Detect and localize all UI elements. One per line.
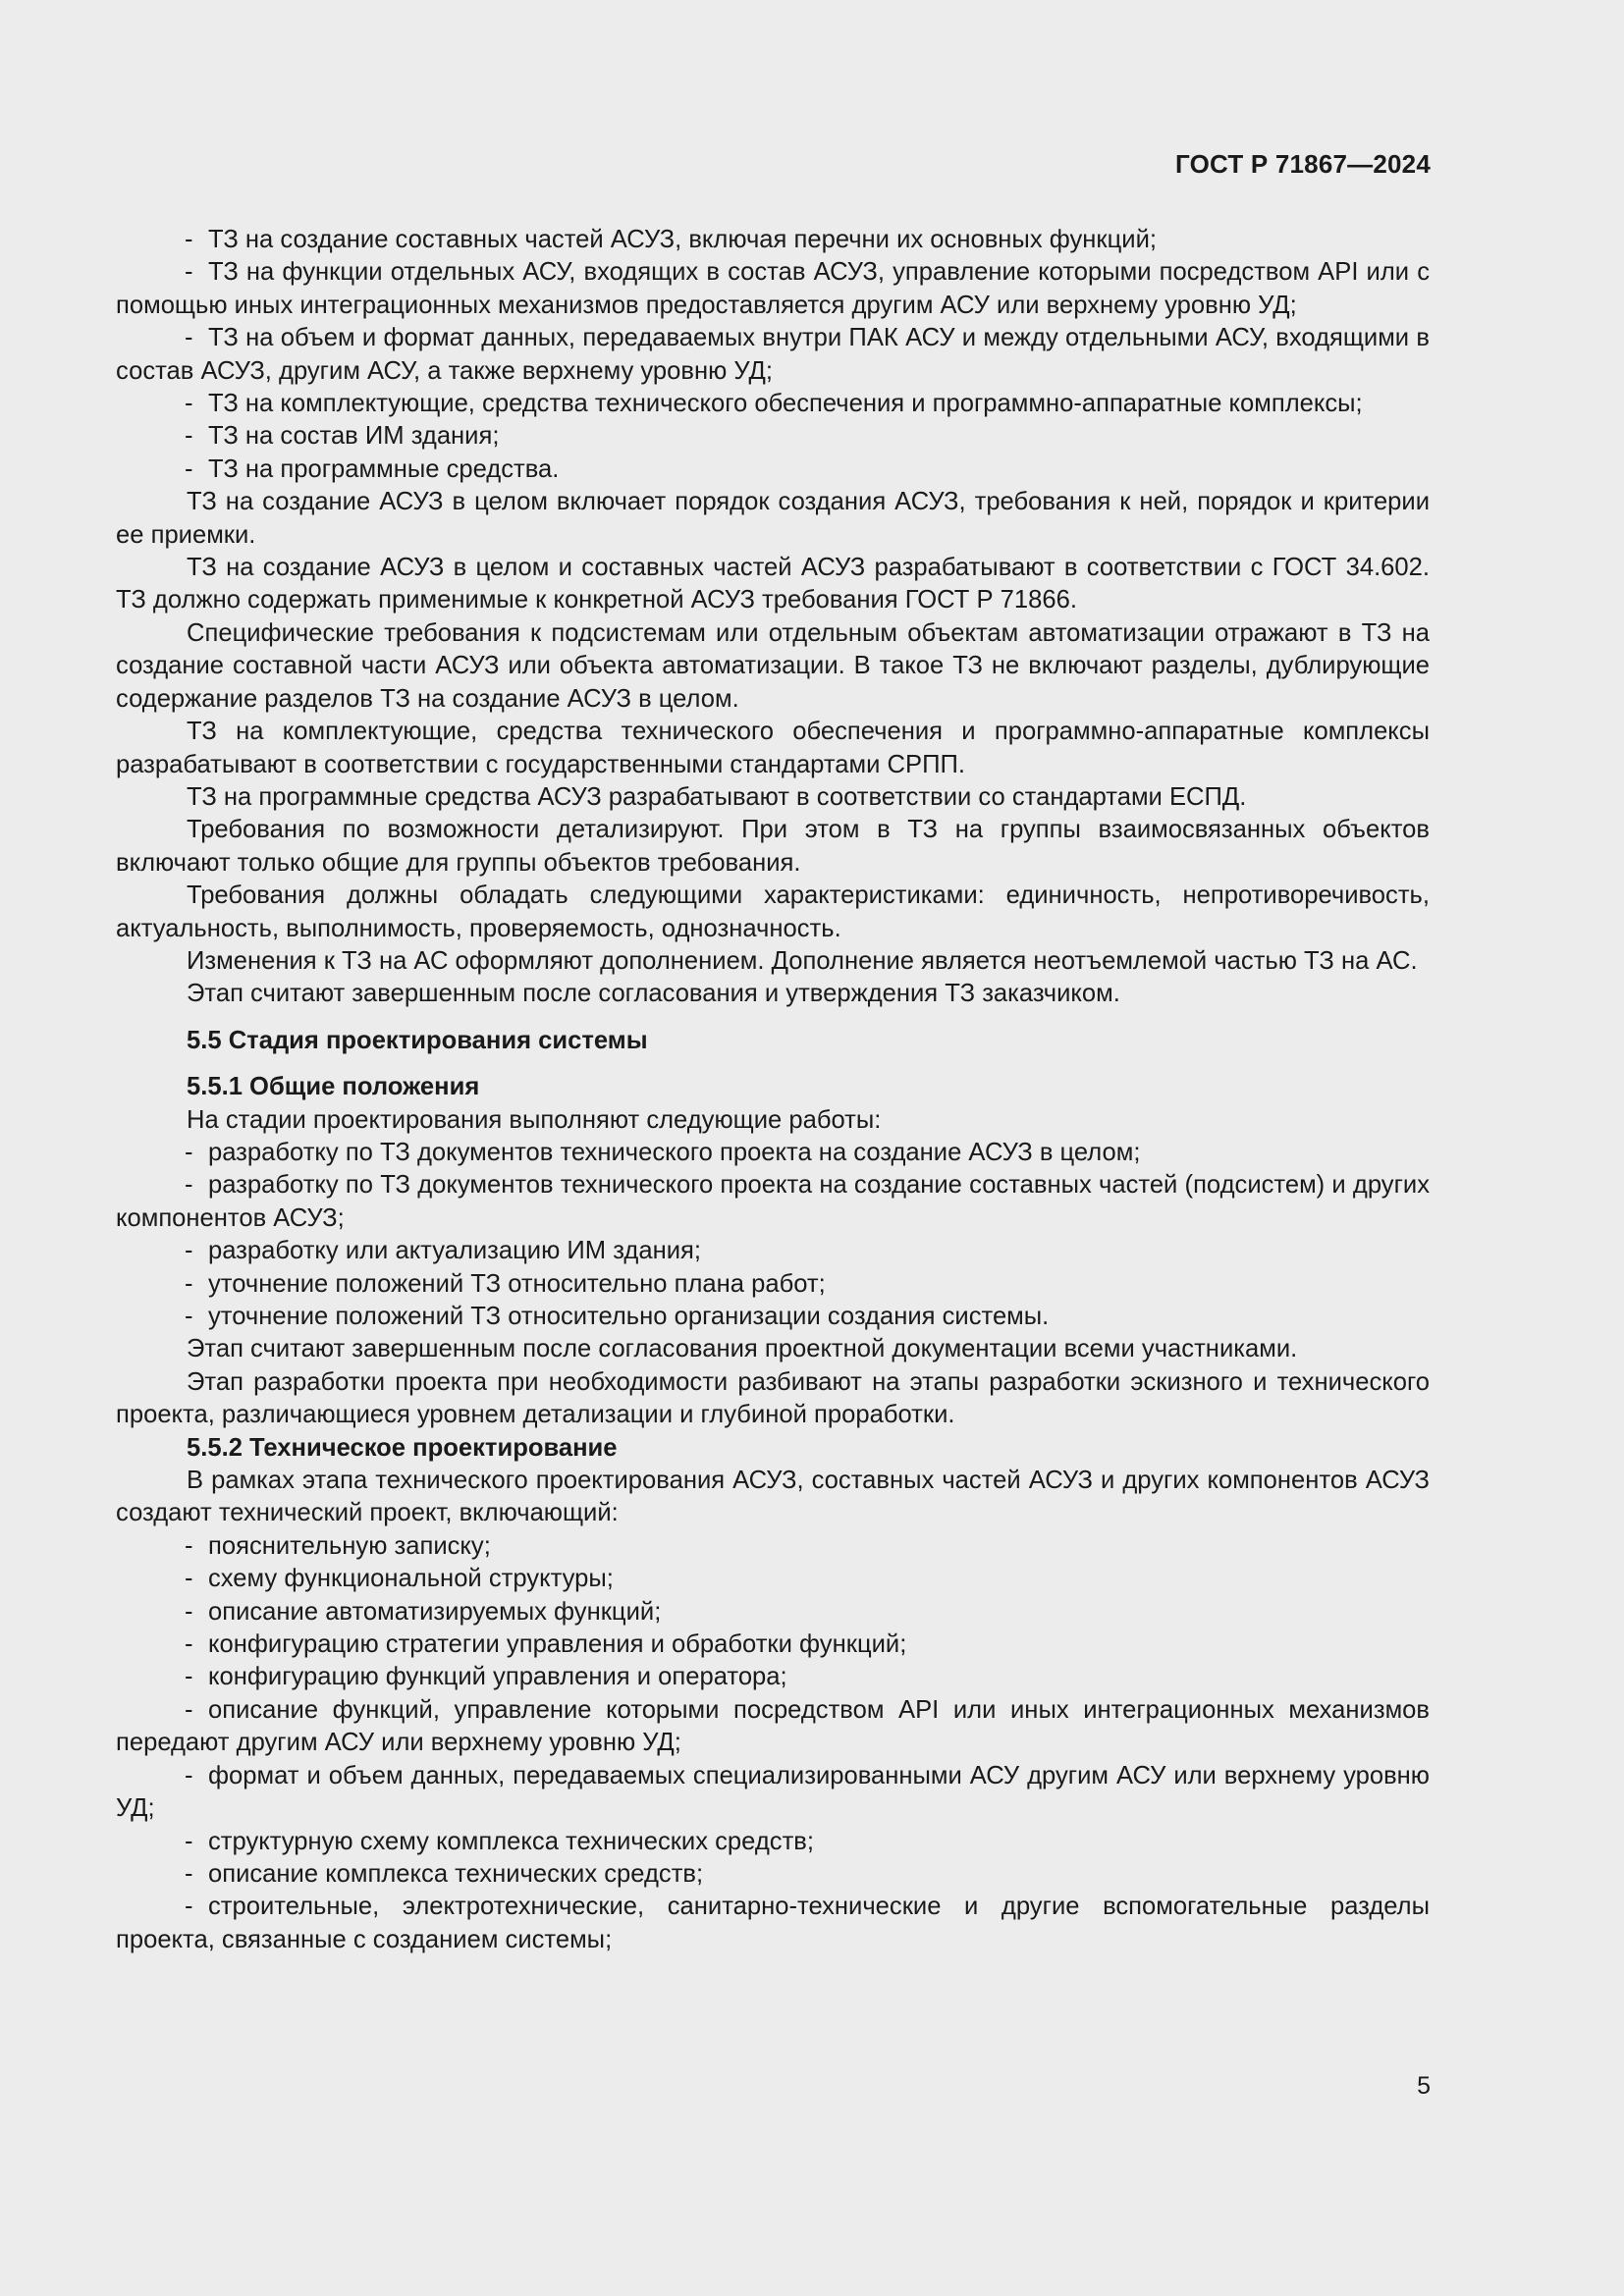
list-item	[116, 1694, 1430, 1760]
list-dash: -	[185, 1695, 193, 1724]
list-item	[116, 1301, 1430, 1333]
list-item	[116, 388, 1430, 420]
list-item-text: схему функциональной структуры;	[208, 1565, 614, 1593]
subsection-heading: 5.5.1 Общие положения	[187, 1073, 480, 1101]
subsection-heading: 5.5.2 Техническое проектирование	[187, 1433, 618, 1462]
list-item	[116, 1826, 1430, 1858]
list-item	[116, 454, 1430, 486]
list-dash: -	[185, 1269, 193, 1298]
list-dash: -	[185, 1138, 193, 1166]
list-item	[116, 1596, 1430, 1629]
list-dash: -	[185, 1171, 193, 1200]
list-dash: -	[185, 226, 193, 253]
list-item-text: ТЗ на объем и формат данных, передаваемых внутри ПАК АСУ и между отдельными АСУ, входящими в состав АСУЗ, другим АСУ, а также верхнему уровню УД;	[116, 324, 1430, 385]
list-item-text: описание функций, управление которыми посредством API или иных интеграционных механизмов передают другим АСУ или верхнему уровню УД;	[116, 1695, 1430, 1757]
list-item-text: ТЗ на состав ИМ здания;	[208, 422, 500, 451]
paragraph: Этап разработки проекта при необходимости разбивают на этапы разработки эскизного и технического проекта, различающиеся уровнем детализации и глубиной проработки.	[116, 1367, 1430, 1429]
list-item-text: разработку по ТЗ документов технического проекта на создание АСУЗ в целом;	[208, 1138, 1141, 1166]
list-dash: -	[185, 1827, 193, 1855]
paragraph: В рамках этапа технического проектирования АСУЗ, составных частей АСУЗ и других компонентов АСУЗ создают технический проект, включающий:	[116, 1467, 1430, 1527]
list-item	[116, 420, 1430, 453]
list-item-text: конфигурацию функций управления и оператора;	[208, 1663, 787, 1691]
list-item-text: описание комплекса технических средств;	[208, 1859, 704, 1888]
list-item-text: ТЗ на функции отдельных АСУ, входящих в состав АСУЗ, управление которыми посредством API или с помощью иных интеграционных механизмов предоставляется другим АСУ или верхнему уровню УД;	[116, 258, 1430, 319]
list-dash: -	[185, 454, 193, 483]
list-item-text: описание автоматизируемых функций;	[208, 1597, 662, 1626]
list-item-text: уточнение положений ТЗ относительно организации создания системы.	[208, 1303, 1050, 1330]
list-item	[116, 256, 1430, 322]
list-item-text: разработку по ТЗ документов технического проекта на создание составных частей (подсистем) и других компонентов АСУЗ;	[116, 1171, 1430, 1232]
list-dash: -	[185, 1630, 193, 1659]
list-dash: -	[185, 1531, 193, 1560]
paragraph: Требования должны обладать следующими характеристиками: единичность, непротиворечивость, актуальность, выполнимость, проверяемость, однозначность.	[116, 881, 1430, 942]
paragraph: ТЗ на комплектующие, средства технического обеспечения и программно-аппаратные комплексы разрабатывают в соответствии с государственными стандартами СРПП.	[116, 718, 1430, 778]
list-item-text: формат и объем данных, передаваемых специализированными АСУ другим АСУ или верхнему уровню УД;	[116, 1761, 1430, 1823]
list-item-text: уточнение положений ТЗ относительно плана работ;	[208, 1269, 826, 1298]
list-item	[116, 1169, 1430, 1235]
list-item	[116, 1858, 1430, 1891]
list-item-text: пояснительную записку;	[208, 1531, 491, 1560]
page-number: 5	[1417, 2072, 1431, 2100]
paragraph: ТЗ на программные средства АСУЗ разрабатывают в соответствии со стандартами ЕСПД.	[187, 782, 1247, 811]
paragraph: Требования по возможности детализируют. При этом в ТЗ на группы взаимосвязанных объектов включают только общие для группы объектов требования.	[116, 816, 1430, 877]
list-dash: -	[185, 422, 193, 451]
list-item	[116, 224, 1430, 256]
list-dash: -	[185, 258, 193, 287]
paragraph: ТЗ на создание АСУЗ в целом и составных частей АСУЗ разрабатывают в соответствии с ГОСТ 34.602. ТЗ должно содержать применимые к конкретной АСУЗ требования ГОСТ Р 71866.	[116, 554, 1430, 614]
list-item	[116, 1760, 1430, 1826]
list-item	[116, 1629, 1430, 1661]
paragraph: Специфические требования к подсистемам или отдельным объектам автоматизации отражают в ТЗ на создание составной части АСУЗ или объекта автоматизации. В такое ТЗ не включают разделы, дублирующие содержание разделов ТЗ на создание АСУЗ в целом.	[116, 618, 1430, 713]
list-dash: -	[185, 1597, 193, 1626]
list-item	[116, 1268, 1430, 1301]
list-dash: -	[185, 1859, 193, 1888]
list-item-text: разработку или актуализацию ИМ здания;	[208, 1237, 701, 1265]
list-item	[116, 1137, 1430, 1169]
list-dash: -	[185, 1237, 193, 1265]
list-dash: -	[185, 390, 193, 418]
section-heading: 5.5 Стадия проектирования системы	[187, 1026, 648, 1054]
paragraph: Изменения к ТЗ на АС оформляют дополнением. Дополнение является неотъемлемой частью ТЗ на АС.	[187, 946, 1418, 975]
list-item-text: структурную схему комплекса технических средств;	[208, 1827, 814, 1855]
list-dash: -	[185, 1893, 193, 1921]
paragraph: На стадии проектирования выполняют следующие работы:	[187, 1105, 882, 1134]
list-item	[116, 1530, 1430, 1563]
list-item-text: ТЗ на комплектующие, средства технического обеспечения и программно-аппаратные комплексы;	[208, 390, 1363, 418]
list-dash: -	[185, 1663, 193, 1691]
list-item-text: ТЗ на создание составных частей АСУЗ, включая перечни их основных функций;	[208, 226, 1157, 253]
list-item	[116, 322, 1430, 388]
list-item	[116, 1235, 1430, 1267]
list-dash: -	[185, 1761, 193, 1789]
list-item	[116, 1661, 1430, 1693]
paragraph: Этап считают завершенным после согласования проектной документации всеми участниками.	[187, 1335, 1298, 1363]
list-dash: -	[185, 1303, 193, 1330]
list-item	[116, 1563, 1430, 1595]
paragraph: Этап считают завершенным после согласования и утверждения ТЗ заказчиком.	[187, 980, 1120, 1008]
document-body	[116, 224, 1430, 1956]
list-dash: -	[185, 1565, 193, 1593]
list-item-text: строительные, электротехнические, санитарно-технические и другие вспомогательные разделы проекта, связанные с созданием системы;	[116, 1893, 1430, 1953]
list-item-text: конфигурацию стратегии управления и обработки функций;	[208, 1630, 907, 1659]
document-header: ГОСТ Р 71867—2024	[1175, 149, 1431, 179]
list-dash: -	[185, 324, 193, 352]
list-item-text: ТЗ на программные средства.	[208, 454, 560, 483]
paragraph: ТЗ на создание АСУЗ в целом включает порядок создания АСУЗ, требования к ней, порядок и критерии ее приемки.	[116, 488, 1430, 549]
list-item	[116, 1891, 1430, 1956]
